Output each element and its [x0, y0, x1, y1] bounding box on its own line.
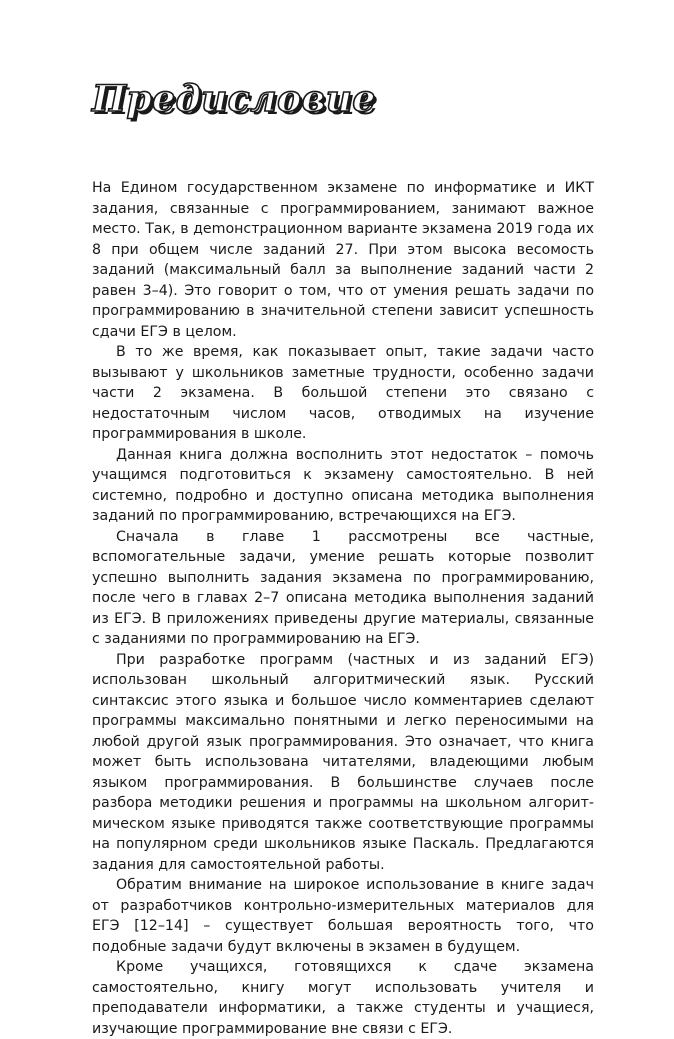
paragraph-1: На Едином государственном экзамене по информатике и ИКТ задания, связанные с программированием, занимают важное место. Так, в деmонстрационном варианте экзамена 2019 года их 8 при общем числе заданий 27. При этом высока весомость заданий (максимальный балл за выполнение заданий части 2 равен 3–4). Это говорит о том, что от умения решать задачи по программированию в значительной степени зависит успешность сдачи ЕГЭ в целом.	[92, 180, 594, 340]
paragraph-6: Обратим внимание на широкое использование в книге задач от разработчиков контрольно-измерительных материалов для ЕГЭ [12–14] – существует большая вероятность того, что подобные задачи будут включены в экзамен в будущем.	[92, 877, 594, 955]
page-title: Предисловие	[92, 78, 376, 120]
paragraph-4: Сначала в главе 1 рассмотрены все частные, вспомогательные задачи, умение решать которые позволит успешно выполнить задания экзамена по программированию, после чего в главах 2–7 описана методика выполнения заданий из ЕГЭ. В приложениях приведены другие материалы, связанные с заданиями по программированию на ЕГЭ.	[92, 528, 594, 647]
paragraph-3: Данная книга должна восполнить этот недостаток – помочь учащимся подготовиться к экзамену самостоятельно. В ней системно, подробно и доступно описана методика выполнения заданий по программированию, встречающихся на ЕГЭ.	[92, 446, 594, 524]
paragraph-5: При разработке программ (частных и из заданий ЕГЭ) использован школьный алгоритмический язык. Русский синтаксис этого языка и большое число комментариев сделают программы максимально понятными и легко переносимыми на любой другой язык программирования. Это означает, что книга может быть использована читателями, владеющими любым языком программирования. В большинстве случаев после разбора методики решения и программы на школьном алгоритмическом языке приводятся также соответствующие программы на популярном среди школьников языке Паскаль. Предлагаются задания для самостоятельной работы.	[92, 651, 594, 873]
paragraph-2: В то же время, как показывает опыт, такие задачи часто вызывают у школьников заметные трудности, особенно задачи части 2 экзамена. В большой степени это связано с недостаточным числом часов, отводимых на изучение программирования в школе.	[92, 344, 594, 442]
preface-body	[92, 178, 594, 1039]
paragraph-7: Кроме учащихся, готовящихся к сдаче экзамена самостоятельно, книгу могут использовать учителя и преподаватели информатики, а также студенты и учащиеся, изучающие программирование вне связи с ЕГЭ.	[92, 959, 594, 1037]
